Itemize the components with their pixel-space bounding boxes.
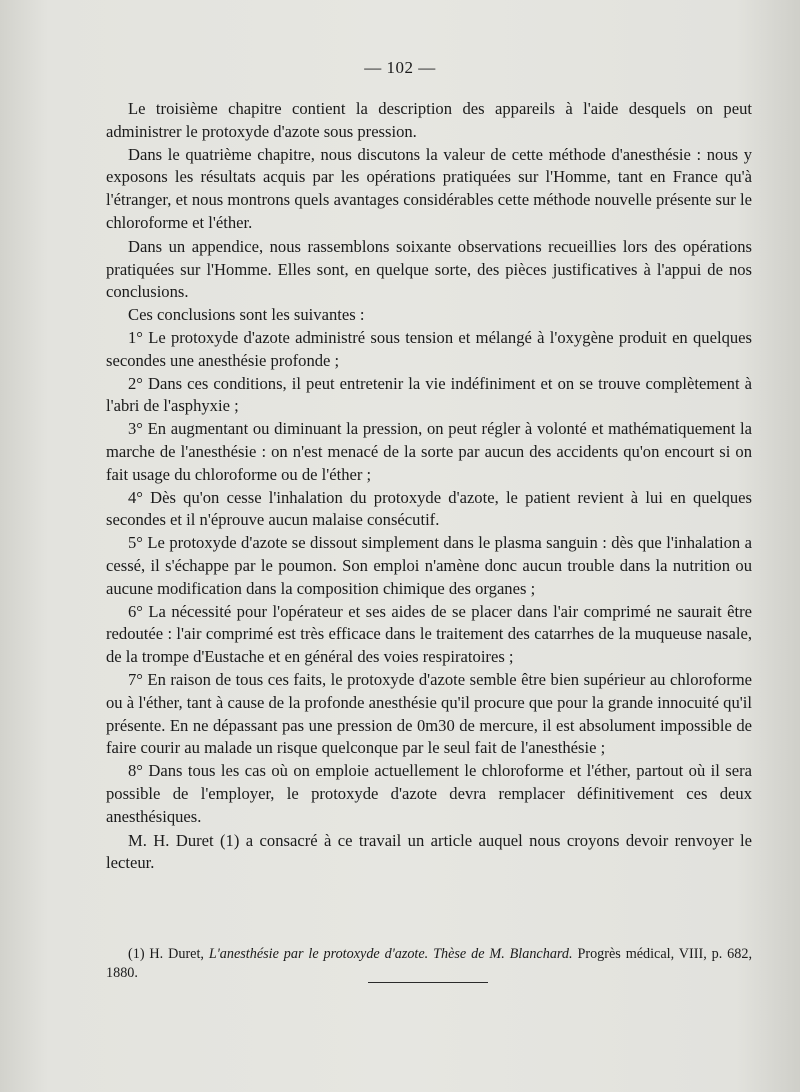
- paragraph-conclusions-intro: Ces conclusions sont les suivantes :: [128, 305, 365, 325]
- paragraph-chapter-three: Le troisième chapitre contient la description des appareils à l'aide desquels on peut administrer le protoxyde d'azote sous pression.: [106, 99, 752, 141]
- footnote-marker: (1) H. Duret,: [128, 946, 204, 962]
- footnote: [106, 945, 752, 983]
- footnote-rest: Progrès médical, VIII, p. 682, 1880.: [106, 946, 752, 981]
- footnote-rule: [368, 982, 488, 983]
- body-text: [106, 98, 752, 875]
- conclusion-item-8: 8° Dans tous les cas où on emploie actuellement le chloroforme et l'éther, partout où il sera possible de l'employer, le protoxyde d'azote devra remplacer définitivement ces deux anesthésiques.: [106, 761, 752, 826]
- paragraph-duret-reference: M. H. Duret (1) a consacré à ce travail un article auquel nous croyons devoir renvoyer le lecteur.: [106, 830, 752, 873]
- conclusion-item-2: 2° Dans ces conditions, il peut entretenir la vie indéfiniment et on se trouve complètement à l'abri de l'asphyxie ;: [106, 373, 752, 416]
- conclusion-item-1: 1° Le protoxyde d'azote administré sous tension et mélangé à l'oxygène produit en quelques secondes une anesthésie profonde ;: [106, 327, 752, 370]
- footnote-text: [106, 945, 752, 983]
- footnote-author: Blanchard.: [509, 946, 573, 962]
- conclusion-item-7: 7° En raison de tous ces faits, le protoxyde d'azote semble être bien supérieur au chloroforme ou à l'éther, tant à cause de la profonde anesthésie qu'il procure que pour la grande innocuité qu'il présente. En ne dépassant pas une pression de 0m30 de mercure, il est absolument impossible de faire courir au malade un risque quelconque par le seul fait de l'anesthésie ;: [106, 669, 752, 758]
- conclusion-item-4: 4° Dès qu'on cesse l'inhalation du protoxyde d'azote, le patient revient à lui en quelques secondes et il n'éprouve aucun malaise consécutif.: [106, 487, 752, 530]
- conclusion-item-3: 3° En augmentant ou diminuant la pression, on peut régler à volonté et mathématiquement la marche de l'anesthésie : on n'est menacé de la sorte par aucun des accidents qu'on encourt si on fait usage du chloroforme ou de l'éther ;: [106, 419, 752, 484]
- conclusion-item-5: 5° Le protoxyde d'azote se dissout simplement dans le plasma sanguin : dès que l'inhalation a cessé, il s'échappe par le poumon. Son emploi n'amène donc aucun trouble dans la nutrition ou aucune modification dans la composition chimique des organes ;: [106, 533, 752, 598]
- footnote-title: L'anesthésie par le protoxyde d'azote. Thèse de M.: [208, 946, 505, 962]
- conclusion-item-6: 6° La nécessité pour l'opérateur et ses aides de se placer dans l'air comprimé ne saurait être redoutée : l'air comprimé est très efficace dans le traitement des catarrhes de la muqueuse nasale, de la trompe d'Eustache et en général des voies respiratoires ;: [106, 601, 752, 667]
- paragraph-appendix: Dans un appendice, nous rassemblons soixante observations recueillies lors des opérations pratiquées sur l'Homme. Elles sont, en quelque sorte, des pièces justificatives à l'appui de nos conclusions.: [106, 236, 752, 302]
- page-number: — 102 —: [364, 58, 436, 77]
- paragraph-chapter-four: Dans le quatrième chapitre, nous discutons la valeur de cette méthode d'anesthésie : nous y exposons les résultats acquis par les opérations pratiquées sur l'Homme, tant en France qu'à l'étranger, et nous montrons quels avantages considérables cette méthode nouvelle présente sur le chloroforme et l'éther.: [106, 144, 752, 232]
